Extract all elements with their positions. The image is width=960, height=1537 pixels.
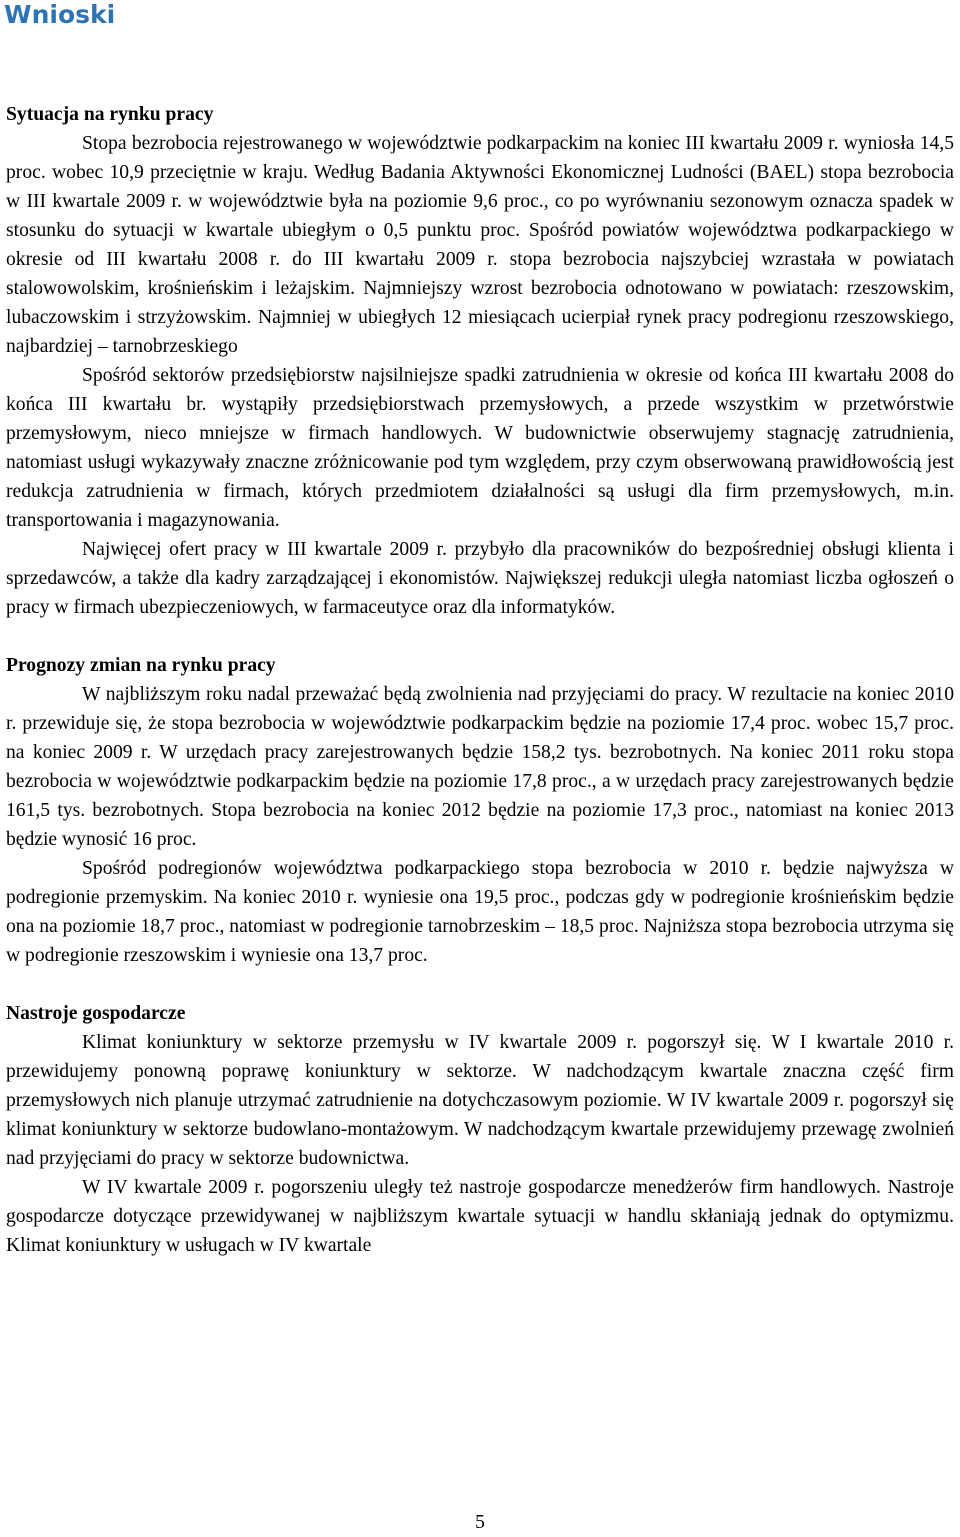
- section-labour-market: [6, 100, 954, 622]
- paragraph: W IV kwartale 2009 r. pogorszeniu uległy też nastroje gospodarcze menedżerów firm handlowych. Nastroje gospodarcze dotyczące przewidywanej w najbliższym kwartale sytuacji w handlu skłaniają jednak do optymizmu. Klimat koniunktury w usługach w IV kwartale: [6, 1177, 954, 1256]
- page-title: Wnioski: [4, 0, 116, 29]
- section-heading: Prognozy zmian na rynku pracy: [6, 655, 276, 676]
- section-economic-sentiment: [6, 999, 954, 1260]
- paragraph: Stopa bezrobocia rejestrowanego w województwie podkarpackim na koniec III kwartału 2009 r. wyniosła 14,5 proc. wobec 10,9 przeciętnie w kraju. Według Badania Aktywności Ekonomicznej Ludności (BAEL) stopa bezrobocia w III kwartale 2009 r. w województwie była na poziomie 9,6 proc., co po wyrównaniu sezonowym oznacza spadek w stosunku do sytuacji w kwartale ubiegłym o 0,5 punktu proc. Spośród powiatów województwa podkarpackiego w okresie od III kwartału 2008 r. do III kwartału 2009 r. stopa bezrobocia najszybciej wzrastała w powiatach stalowowolskim, krośnieńskim i leżajskim. Najmniejszy wzrost bezrobocia odnotowano w powiatach: rzeszowskim, lubaczowskim i strzyżowskim. Najmniej w ubiegłych 12 miesiącach ucierpiał rynek pracy podregionu rzeszowskiego, najbardziej – tarnobrzeskiego: [6, 133, 954, 357]
- paragraph: Klimat koniunktury w sektorze przemysłu w IV kwartale 2009 r. pogorszył się. W I kwartale 2010 r. przewidujemy ponowną poprawę koniunktury w sektorze. W nadchodzącym kwartale znaczna część firm przemysłowych nich planuje utrzymać zatrudnienie na dotychczasowym poziomie. W IV kwartale 2009 r. pogorszył się klimat koniunktury w sektorze budowlano-montażowym. W nadchodzącym kwartale przewidujemy przewagę zwolnień nad przyjęciami do pracy w sektorze budownictwa.: [6, 1032, 954, 1169]
- paragraph: Spośród podregionów województwa podkarpackiego stopa bezrobocia w 2010 r. będzie najwyższa w podregionie przemyskim. Na koniec 2010 r. wyniesie ona 19,5 proc., podczas gdy w podregionie krośnieńskim będzie ona na poziomie 18,7 proc., natomiast w podregionie tarnobrzeskim – 18,5 proc. Najniższa stopa bezrobocia utrzyma się w podregionie rzeszowskim i wyniesie ona 13,7 proc.: [6, 858, 954, 966]
- section-forecasts: [6, 651, 954, 970]
- paragraph: W najbliższym roku nadal przeważać będą zwolnienia nad przyjęciami do pracy. W rezultacie na koniec 2010 r. przewiduje się, że stopa bezrobocia w województwie podkarpackim będzie na poziomie 17,4 proc. wobec 15,7 proc. na koniec 2009 r. W urzędach pracy zarejestrowanych będzie 158,2 tys. bezrobotnych. Na koniec 2011 roku stopa bezrobocia w województwie podkarpackim będzie na poziomie 17,8 proc., a w urzędach pracy zarejestrowanych będzie 161,5 tys. bezrobotnych. Stopa bezrobocia na koniec 2012 będzie na poziomie 17,3 proc., natomiast na koniec 2013 będzie wynosić 16 proc.: [6, 684, 954, 850]
- paragraph: Spośród sektorów przedsiębiorstw najsilniejsze spadki zatrudnienia w okresie od końca III kwartału 2008 do końca III kwartału br. wystąpiły przedsiębiorstwach przemysłowych, a przede wszystkim w przetwórstwie przemysłowym, nieco mniejsze w firmach handlowych. W budownictwie obserwujemy stagnację zatrudnienia, natomiast usługi wykazywały znaczne zróżnicowanie pod tym względem, przy czym obserwowaną prawidłowością jest redukcja zatrudnienia w firmach, których przedmiotem działalności są usługi dla firm przemysłowych, m.in. transportowania i magazynowania.: [6, 365, 954, 531]
- paragraph: Najwięcej ofert pracy w III kwartale 2009 r. przybyło dla pracowników do bezpośredniej obsługi klienta i sprzedawców, a także dla kadry zarządzającej i ekonomistów. Największej redukcji uległa natomiast liczba ogłoszeń o pracy w firmach ubezpieczeniowych, w farmaceutyce oraz dla informatyków.: [6, 539, 954, 618]
- section-heading: Nastroje gospodarcze: [6, 1003, 186, 1024]
- section-heading: Sytuacja na rynku pracy: [6, 104, 214, 125]
- document-body: [6, 100, 954, 1260]
- page-number: 5: [475, 1512, 485, 1533]
